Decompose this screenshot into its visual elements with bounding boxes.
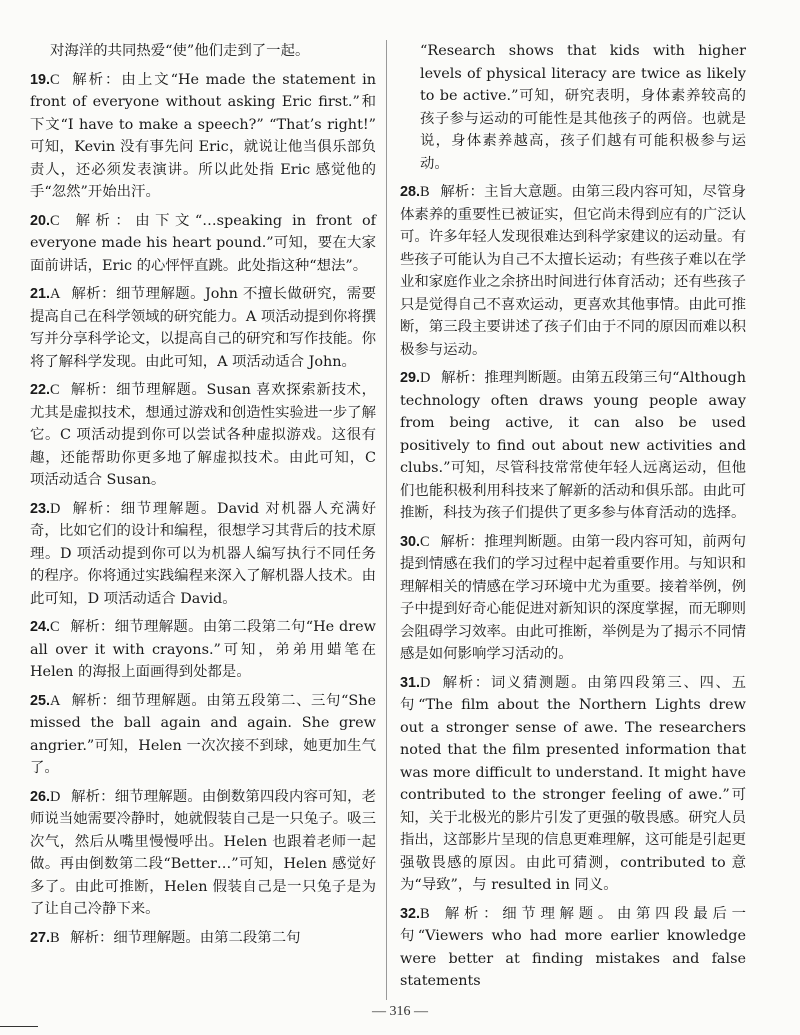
question-number: 31. bbox=[400, 674, 421, 691]
question-number: 22. bbox=[30, 382, 51, 398]
analysis-label: 解析： bbox=[70, 929, 114, 946]
question-number: 30. bbox=[400, 533, 421, 550]
question-number: 32. bbox=[400, 905, 421, 922]
answer-letter: C bbox=[50, 212, 60, 229]
explanation-text: 主旨大意题。由第三段内容可知，尽管身体素养的重要性已被证实，但它尚未得到应有的广泛认可。许多年轻人发现很难达到科学家建议的运动量。有些孩子可能认为自己不太擅长运动；有些孩子难以在学业和家庭作业之余挤出时间进行体育活动；还有些孩子只是觉得自己不喜欢运动，更喜欢其他事情。由此可推断，第三段主要讲述了孩子们由于不同的原因而难以积极参与运动。 bbox=[400, 184, 746, 358]
answer-item bbox=[30, 379, 376, 492]
explanation-text: 细节理解题。John 不擅长做研究，需要提高自己在科学领域的研究能力。A 项活动提到你将撰写并分享科学论文，以提高自己的研究和写作技能。你将了解科学发现。由此可知，A 项活动适合 John。 bbox=[30, 286, 376, 370]
left-continuation-text: 对海洋的共同热爱“使”他们走到了一起。 bbox=[50, 43, 310, 59]
answer-item bbox=[30, 786, 376, 921]
answer-letter: C bbox=[50, 71, 60, 88]
analysis-label: 解析： bbox=[70, 382, 117, 398]
answer-item bbox=[400, 672, 746, 897]
answer-letter: A bbox=[50, 286, 61, 302]
analysis-label: 解析： bbox=[70, 619, 115, 635]
answer-item bbox=[30, 616, 376, 684]
answer-letter: C bbox=[50, 382, 60, 398]
right-item-list bbox=[400, 181, 746, 993]
answer-letter: D bbox=[50, 788, 61, 805]
answer-item bbox=[400, 531, 746, 666]
corner-mark bbox=[0, 1026, 38, 1027]
question-number: 29. bbox=[400, 370, 421, 386]
question-number: 19. bbox=[30, 71, 51, 88]
answer-item bbox=[400, 903, 746, 993]
answer-item bbox=[30, 927, 376, 950]
answer-item bbox=[30, 690, 376, 780]
explanation-text: 由上文“He made the statement in front of everyone without asking Eric first.”和下文“I have to make a speech?” “That’s right!” 可知，Kevin 没有事先问 Eric，就说让他当俱乐部负责人，还必须发表演讲。所以此处指 Eric 感觉他的手“忽然”开始出汗。 bbox=[30, 71, 377, 200]
question-number: 21. bbox=[30, 286, 51, 302]
explanation-text: 细节理解题。由第二段第二句“He drew all over it with crayons.”可知，弟弟用蜡笔在 Helen 的海报上面画得到处都是。 bbox=[30, 619, 376, 680]
answer-letter: A bbox=[50, 692, 61, 709]
explanation-text: 推理判断题。由第一段内容可知，前两句提到情感在我们的学习过程中起着重要作用。与知识和理解相关的情感在学习环境中尤为重要。接着举例，例子中提到好奇心能促进对新知识的深度掌握，而无聊则会阻碍学习效率。由此可推断，举例是为了揭示不同情感是如何影响学习活动的。 bbox=[400, 533, 746, 662]
page-number: — 316 — bbox=[372, 1004, 428, 1019]
explanation-text: 词义猜测题。由第四段第三、四、五句“The film about the Northern Lights drew out a stronger sense of awe. The researchers noted that the film presented information that was more difficult to understand. It might have contributed to the stronger feeling of awe.”可知，关于北极光的影片引发了更强的敬畏感。研究人员指出，这部影片呈现的信息更难理解，这可能是引起更强敬畏感的原因。由此可猜测，contributed to 意为“导致”，与 resulted in 同义。 bbox=[400, 674, 746, 893]
answer-item bbox=[30, 283, 376, 373]
answer-letter: C bbox=[50, 619, 60, 635]
answer-item bbox=[400, 181, 746, 361]
question-number: 27. bbox=[30, 929, 51, 946]
answer-letter: B bbox=[420, 905, 430, 922]
question-number: 28. bbox=[400, 184, 421, 200]
question-number: 26. bbox=[30, 788, 51, 805]
explanation-text: 由下文“…speaking in front of everyone made his heart pound.”可知，要在大家面前讲话，Eric 的心怦怦直跳。此处指这种“想法”。 bbox=[30, 212, 376, 274]
answer-item bbox=[30, 498, 376, 611]
right-column bbox=[400, 40, 746, 999]
answer-letter: B bbox=[420, 184, 430, 200]
answer-item bbox=[30, 69, 376, 204]
explanation-text: 细节理解题。由第四段最后一句“Viewers who had more earlier knowledge were better at finding mistakes and false statements bbox=[400, 905, 746, 989]
analysis-label: 解析： bbox=[71, 788, 115, 805]
analysis-label: 解析： bbox=[71, 692, 117, 709]
question-number: 23. bbox=[30, 500, 51, 517]
right-continuation-text: “Research shows that kids with higher levels of physical literacy are twice as likely to be active.”可知，研究表明，身体素养较高的孩子参与运动的可能性是其他孩子的两倍。也就是说，身体素养越高，孩子们越有可能积极参与运动。 bbox=[420, 43, 746, 172]
answer-letter: B bbox=[50, 929, 60, 946]
analysis-label: 解析： bbox=[440, 533, 485, 550]
question-number: 24. bbox=[30, 619, 51, 635]
explanation-text: 细节理解题。Susan 喜欢探索新技术，尤其是虚拟技术，想通过游戏和创造性实验进一步了解它。C 项活动提到你可以尝试各种虚拟游戏。这很有趣，还能帮助你更多地了解虚拟技术。由此可知，C 项活动适合 Susan。 bbox=[30, 382, 377, 488]
answer-letter: D bbox=[420, 370, 431, 386]
analysis-label: 解析： bbox=[440, 184, 485, 200]
analysis-label: 解析： bbox=[75, 212, 136, 229]
answer-letter: D bbox=[420, 674, 431, 691]
analysis-label: 解析： bbox=[72, 71, 122, 88]
analysis-label: 解析： bbox=[441, 370, 485, 386]
question-number: 25. bbox=[30, 692, 51, 709]
analysis-label: 解析： bbox=[442, 674, 491, 691]
explanation-text: 细节理解题。由第二段第二句 bbox=[113, 929, 301, 946]
analysis-label: 解析： bbox=[444, 905, 503, 922]
explanation-text: 细节理解题。由倒数第四段内容可知，老师说当她需要冷静时，她就假装自己是一只兔子。吸三次气，然后从嘴里慢慢呼出。Helen 也跟着老师一起做。再由倒数第二段“Better…”可知，Helen 感觉好多了。由此可推断，Helen 假装自己是一只兔子是为了让自己冷静下来。 bbox=[30, 788, 376, 917]
explanation-text: 推理判断题。由第五段第三句“Although technology often draws young people away from being active, it can also be used positively to find out about new activities and clubs.”可知，尽管科技常常使年轻人远离运动，但他们也能积极利用科技来了解新的活动和俱乐部。由此可推断，科技为孩子们提供了更多参与体育活动的选择。 bbox=[400, 370, 746, 521]
analysis-label: 解析： bbox=[71, 286, 116, 302]
analysis-label: 解析： bbox=[72, 500, 121, 517]
explanation-text: 细节理解题。由第五段第二、三句“She missed the ball again and again. She grew angrier.”可知，Helen 一次次接不到球，她更加生气了。 bbox=[30, 692, 376, 776]
answer-item bbox=[400, 367, 746, 525]
answer-letter: D bbox=[50, 500, 61, 517]
left-column bbox=[30, 40, 376, 955]
left-item-list bbox=[30, 69, 376, 950]
column-divider bbox=[386, 40, 387, 1000]
question-number: 20. bbox=[30, 212, 51, 229]
answer-letter: C bbox=[420, 533, 430, 550]
explanation-text: 细节理解题。David 对机器人充满好奇，比如它们的设计和编程，很想学习其背后的技术原理。D 项活动提到你可以为机器人编写执行不同任务的程序。你将通过实践编程来深入了解机器人技术。由此可知，D 项活动适合 David。 bbox=[30, 500, 376, 607]
answer-item bbox=[30, 210, 376, 278]
